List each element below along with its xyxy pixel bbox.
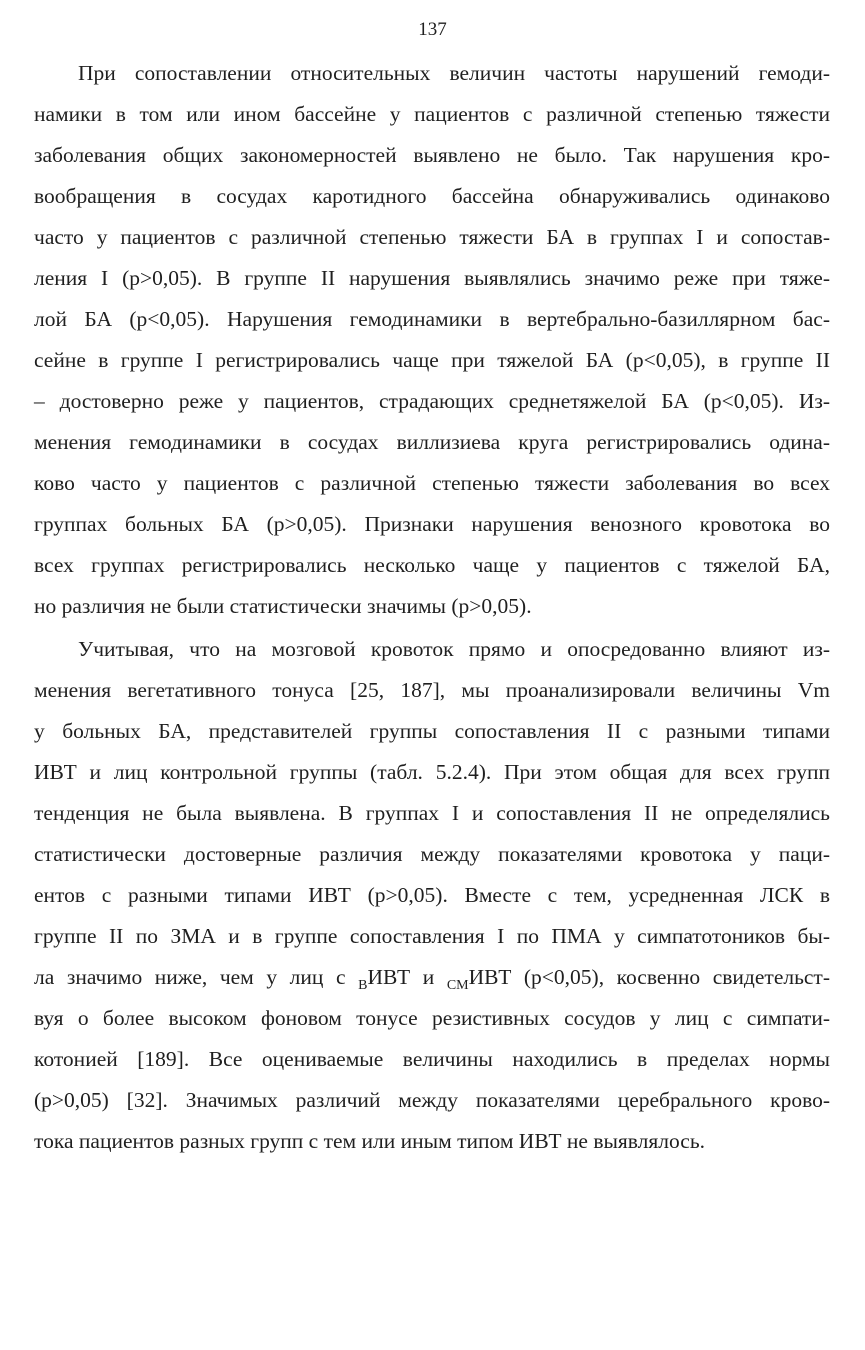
paragraph-1-line-13: всех группах регистрировались несколько чаще у пациентов с тяжелой БА, <box>34 553 830 577</box>
paragraph-1-line-7: лой БА (р<0,05). Нарушения гемодинамики в вертебрально-базиллярном бас- <box>34 307 830 331</box>
paragraph-1-line-8: сейне в группе I регистрировались чаще при тяжелой БА (р<0,05), в группе II <box>34 348 830 372</box>
paragraph-1-line-6: ления I (р>0,05). В группе II нарушения выявлялись значимо реже при тяже- <box>34 266 830 290</box>
paragraph-2-line-9 <box>34 960 830 994</box>
paragraph-1-line-1: При сопоставлении относительных величин частоты нарушений гемоди- <box>78 61 830 85</box>
paragraph-2-line-13: тока пациентов разных групп с тем или иным типом ИВТ не выявлялось. <box>34 1129 706 1153</box>
paragraph-2-line-1: Учитывая, что на мозговой кровоток прямо и опосредованно влияют из- <box>78 637 830 661</box>
paragraph-1-line-10: менения гемодинамики в сосудах виллизиева круга регистрировались одина- <box>34 430 830 454</box>
paragraph-1-line-11: ково часто у пациентов с различной степенью тяжести заболевания во всех <box>34 471 830 495</box>
subscript-sm: СМ <box>446 978 469 993</box>
paragraph-1-line-3: заболевания общих закономерностей выявлено не было. Так нарушения кро- <box>34 143 830 167</box>
line-text-before: ла значимо ниже, чем у лиц с <box>34 965 359 989</box>
paragraph-2-line-11: котонией [189]. Все оцениваемые величины находились в пределах нормы <box>34 1047 830 1071</box>
line-text-mid: ИВТ и <box>367 965 447 989</box>
paragraph-2-line-10: вуя о более высоком фоновом тонусе резистивных сосудов у лиц с симпати- <box>34 1006 830 1030</box>
paragraph-1-line-14: но различия не были статистически значимы (р>0,05). <box>34 594 532 618</box>
paragraph-2-line-7: ентов с разными типами ИВТ (р>0,05). Вместе с тем, усредненная ЛСК в <box>34 883 830 907</box>
subscript-v: В <box>358 978 368 993</box>
paragraph-1-line-2: намики в том или ином бассейне у пациентов с различной степенью тяжести <box>34 102 830 126</box>
line-text-after: ИВТ (р<0,05), косвенно свидетельст- <box>468 965 830 989</box>
paragraph-1-line-5: часто у пациентов с различной степенью тяжести БА в группах I и сопостав- <box>34 225 830 249</box>
paragraph-2-line-8: группе II по ЗМА и в группе сопоставления I по ПМА у симпатотоников бы- <box>34 924 830 948</box>
paragraph-2-line-3: у больных БА, представителей группы сопоставления II с разными типами <box>34 719 830 743</box>
paragraph-1-line-12: группах больных БА (р>0,05). Признаки нарушения венозного кровотока во <box>34 512 830 536</box>
page-number: 137 <box>418 19 447 40</box>
paragraph-1-line-9: – достоверно реже у пациентов, страдающих среднетяжелой БА (р<0,05). Из- <box>34 389 830 413</box>
paragraph-2-line-5: тенденция не была выявлена. В группах I и сопоставления II не определялись <box>34 801 830 825</box>
paragraph-1-line-4: вообращения в сосудах каротидного бассейна обнаруживались одинаково <box>34 184 830 208</box>
paragraph-2-line-2: менения вегетативного тонуса [25, 187], мы проанализировали величины Vm <box>34 678 830 702</box>
paragraph-2-line-12: (р>0,05) [32]. Значимых различий между показателями церебрального крово- <box>34 1088 830 1112</box>
paragraph-2-line-4: ИВТ и лиц контрольной группы (табл. 5.2.4). При этом общая для всех групп <box>34 760 830 784</box>
paragraph-2-line-6: статистически достоверные различия между показателями кровотока у паци- <box>34 842 830 866</box>
